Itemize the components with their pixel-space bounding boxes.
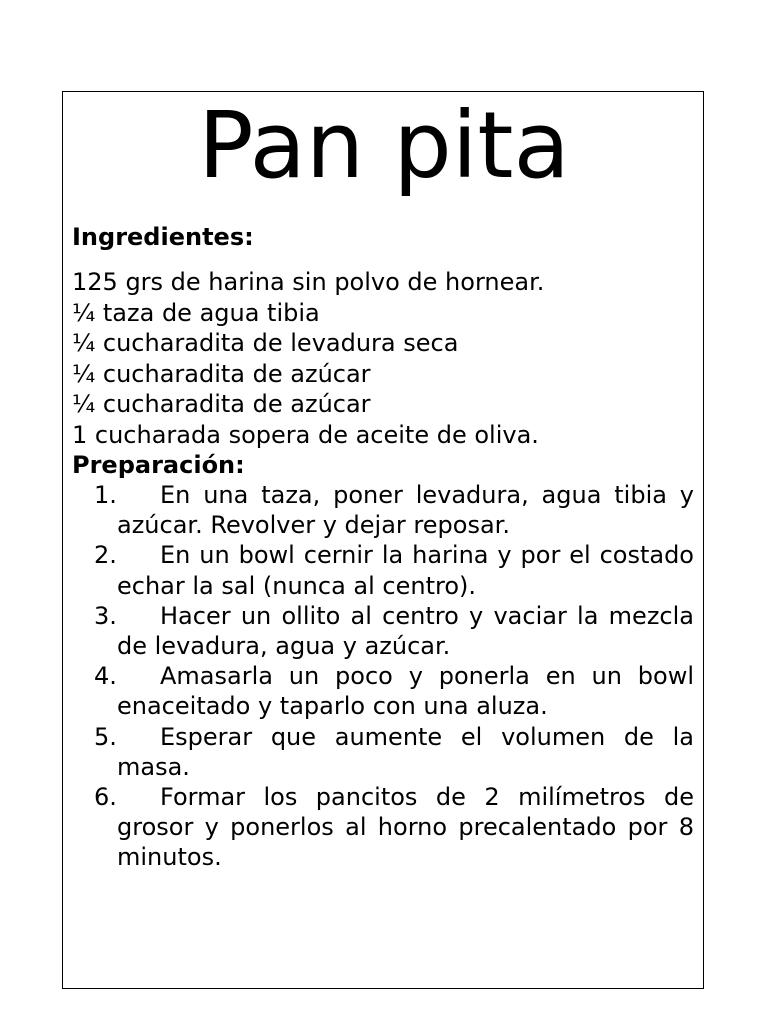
ingredients-list (72, 267, 694, 450)
step-text: En una taza, poner levadura, agua tibia y azúcar. Revolver y dejar reposar. (117, 481, 694, 540)
step-item (72, 540, 694, 600)
step-number: 6. (94, 783, 117, 812)
recipe-content (72, 222, 694, 873)
step-item (72, 661, 694, 721)
step-item (72, 601, 694, 661)
preparation-heading: Preparación: (72, 451, 245, 479)
ingredient-item: ¼ cucharadita de azúcar (72, 359, 371, 388)
preparation-steps (72, 480, 694, 873)
step-text: Formar los pancitos de 2 milímetros de grosor y ponerlos al horno precalentado por 8 minutos. (117, 783, 694, 872)
step-item (72, 480, 694, 540)
step-number: 1. (94, 481, 117, 509)
step-item (72, 782, 694, 873)
ingredient-item: ¼ cucharadita de levadura seca (72, 329, 459, 357)
step-number: 2. (94, 541, 117, 570)
step-item (72, 722, 694, 782)
ingredient-item: ¼ cucharadita de azúcar (72, 390, 371, 418)
ingredient-item: 1 cucharada sopera de aceite de oliva. (72, 420, 539, 449)
ingredient-item: 125 grs de harina sin polvo de hornear. (72, 268, 545, 296)
step-number: 4. (94, 662, 117, 691)
step-text: Hacer un ollito al centro y vaciar la mezcla de levadura, agua y azúcar. (117, 601, 694, 661)
ingredient-item: ¼ taza de agua tibia (72, 298, 320, 327)
step-text: Esperar que aumente el volumen de la masa. (117, 722, 694, 781)
step-number: 5. (94, 722, 117, 751)
recipe-title: Pan pita (198, 92, 570, 199)
step-text: En un bowl cernir la harina y por el costado echar la sal (nunca al centro). (117, 541, 694, 600)
step-text: Amasarla un poco y ponerla en un bowl enaceitado y taparlo con una aluza. (117, 662, 694, 721)
step-number: 3. (94, 601, 117, 630)
ingredients-heading: Ingredientes: (72, 223, 254, 251)
